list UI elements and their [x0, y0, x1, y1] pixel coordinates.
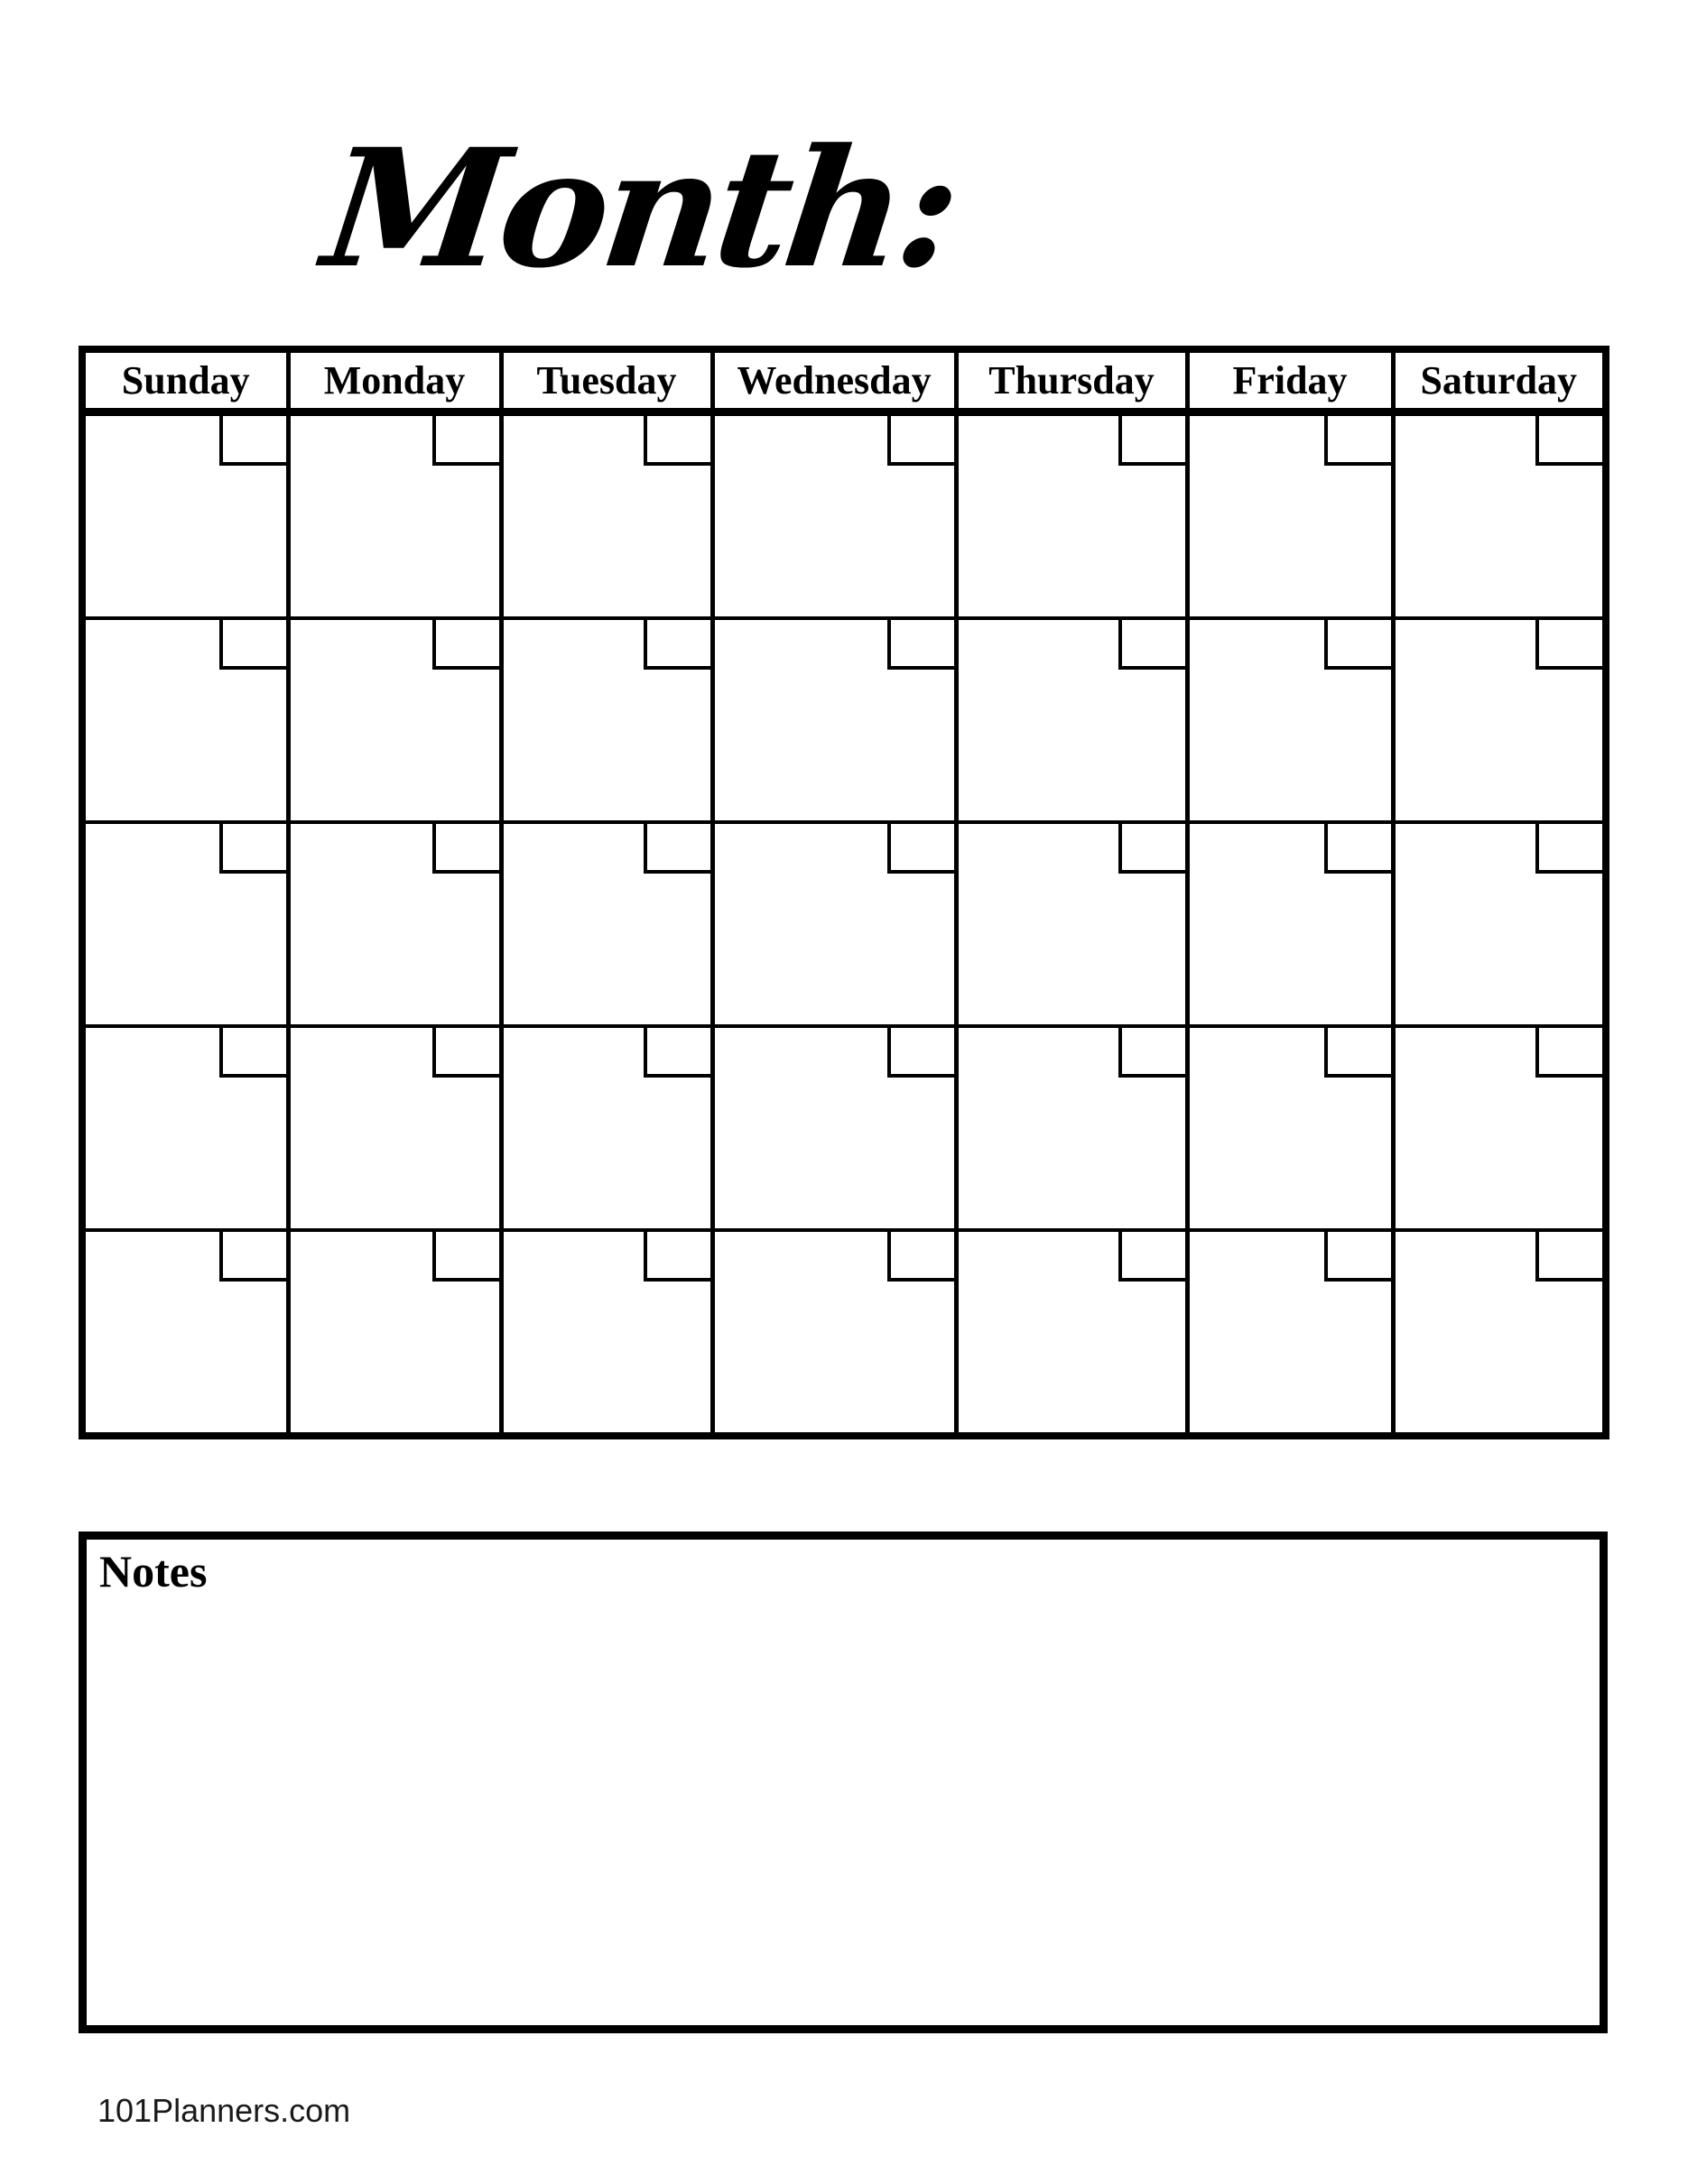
date-number-box [1535, 824, 1602, 874]
calendar-cell [82, 412, 288, 619]
date-number-box [1535, 416, 1602, 466]
calendar-body [82, 412, 1606, 1437]
date-number-box [219, 1028, 286, 1078]
calendar-header [82, 349, 1606, 412]
calendar-cell [1187, 1230, 1393, 1436]
calendar-cell [712, 618, 956, 822]
date-number-box [219, 1232, 286, 1282]
date-number-box [644, 824, 710, 874]
date-number-box [1118, 1028, 1185, 1078]
calendar-cell [288, 1230, 501, 1436]
date-number-box [1324, 620, 1391, 670]
date-number-box [219, 824, 286, 874]
notes-box [79, 1532, 1608, 2033]
date-number-box [432, 1028, 499, 1078]
calendar-cell [501, 1230, 712, 1436]
date-number-box [432, 1232, 499, 1282]
date-number-box [432, 824, 499, 874]
calendar-cell [501, 618, 712, 822]
date-number-box [887, 1028, 954, 1078]
week-row [82, 1026, 1606, 1230]
calendar-cell [501, 1026, 712, 1230]
calendar-cell [1393, 822, 1606, 1026]
date-number-box [644, 1232, 710, 1282]
week-row [82, 822, 1606, 1026]
date-number-box [887, 416, 954, 466]
calendar-cell [956, 412, 1187, 619]
day-header-saturday: Saturday [1393, 349, 1606, 412]
date-number-box [1118, 1232, 1185, 1282]
calendar-cell [288, 1026, 501, 1230]
calendar-cell [82, 1230, 288, 1436]
date-number-box [432, 416, 499, 466]
date-number-box [644, 620, 710, 670]
calendar-cell [288, 822, 501, 1026]
calendar-cell [1393, 1230, 1606, 1436]
calendar-cell [1187, 822, 1393, 1026]
date-number-box [1324, 1028, 1391, 1078]
calendar-cell [1187, 1026, 1393, 1230]
week-row [82, 412, 1606, 619]
week-row [82, 1230, 1606, 1436]
date-number-box [1535, 1028, 1602, 1078]
day-header-friday: Friday [1187, 349, 1393, 412]
day-header-thursday: Thursday [956, 349, 1187, 412]
calendar-table [79, 346, 1609, 1439]
calendar-cell [712, 412, 956, 619]
calendar-cell [82, 822, 288, 1026]
date-number-box [219, 416, 286, 466]
date-number-box [887, 824, 954, 874]
date-number-box [644, 1028, 710, 1078]
calendar-cell [712, 1230, 956, 1436]
day-header-wednesday: Wednesday [712, 349, 956, 412]
calendar-cell [501, 412, 712, 619]
calendar-cell [288, 618, 501, 822]
day-header-row [82, 349, 1606, 412]
calendar-cell [1187, 412, 1393, 619]
date-number-box [644, 416, 710, 466]
date-number-box [1535, 620, 1602, 670]
footer-site-name: 101Planners.com [97, 2092, 351, 2129]
week-row [82, 618, 1606, 822]
date-number-box [432, 620, 499, 670]
calendar-cell [288, 412, 501, 619]
calendar-cell [712, 822, 956, 1026]
calendar-cell [956, 822, 1187, 1026]
notes-label: Notes [99, 1546, 208, 1596]
date-number-box [887, 620, 954, 670]
date-number-box [1324, 416, 1391, 466]
calendar-cell [501, 822, 712, 1026]
date-number-box [1324, 1232, 1391, 1282]
calendar-cell [1187, 618, 1393, 822]
day-header-monday: Monday [288, 349, 501, 412]
calendar-cell [956, 1026, 1187, 1230]
date-number-box [219, 620, 286, 670]
day-header-tuesday: Tuesday [501, 349, 712, 412]
date-number-box [1324, 824, 1391, 874]
calendar-cell [82, 618, 288, 822]
calendar-cell [956, 618, 1187, 822]
calendar-cell [1393, 618, 1606, 822]
calendar-cell [712, 1026, 956, 1230]
calendar-cell [1393, 1026, 1606, 1230]
date-number-box [1118, 824, 1185, 874]
calendar-cell [1393, 412, 1606, 619]
day-header-sunday: Sunday [82, 349, 288, 412]
date-number-box [1118, 620, 1185, 670]
calendar-cell [956, 1230, 1187, 1436]
calendar-cell [82, 1026, 288, 1230]
date-number-box [887, 1232, 954, 1282]
date-number-box [1118, 416, 1185, 466]
page-title: Month: [315, 114, 966, 304]
date-number-box [1535, 1232, 1602, 1282]
